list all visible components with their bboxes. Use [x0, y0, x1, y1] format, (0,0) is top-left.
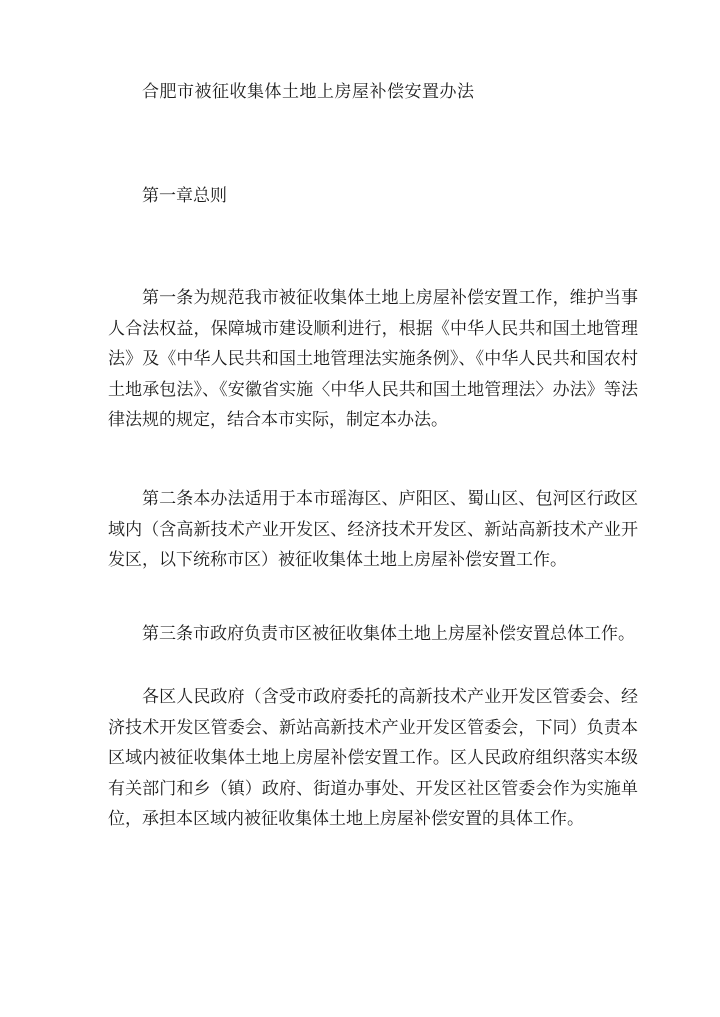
chapter-heading: 第一章总则 — [142, 186, 227, 206]
district-government-paragraph: 各区人民政府（含受市政府委托的高新技术产业开发区管委会、经济技术开发区管委会、新站高新技术产业开发区管委会，下同）负责本区域内被征收集体土地上房屋补偿安置工作。区人民政府组织落实本级有关部门和乡（镇）政府、街道办事处、开发区社区管委会作为实施单位，承担本区域内被征收集体土地上房屋补偿安置的具体工作。 — [108, 687, 638, 829]
document-title: 合肥市被征收集体土地上房屋补偿安置办法 — [142, 82, 475, 102]
article-3-paragraph: 第三条市政府负责市区被征收集体土地上房屋补偿安置总体工作。 — [142, 624, 635, 644]
article-1-paragraph: 第一条为规范我市被征收集体土地上房屋补偿安置工作，维护当事人合法权益，保障城市建设顺利进行，根据《中华人民共和国土地管理法》及《中华人民共和国土地管理法实施条例》、《中华人民共和国农村土地承包法》、《安徽省实施〈中华人民共和国土地管理法〉办法》等法律法规的规定，结合本市实际，制定本办法。 — [108, 288, 638, 430]
article-2-paragraph: 第二条本办法适用于本市瑶海区、庐阳区、蜀山区、包河区行政区域内（含高新技术产业开发区、经济技术开发区、新站高新技术产业开发区，以下统称市区）被征收集体土地上房屋补偿安置工作。 — [108, 489, 638, 570]
